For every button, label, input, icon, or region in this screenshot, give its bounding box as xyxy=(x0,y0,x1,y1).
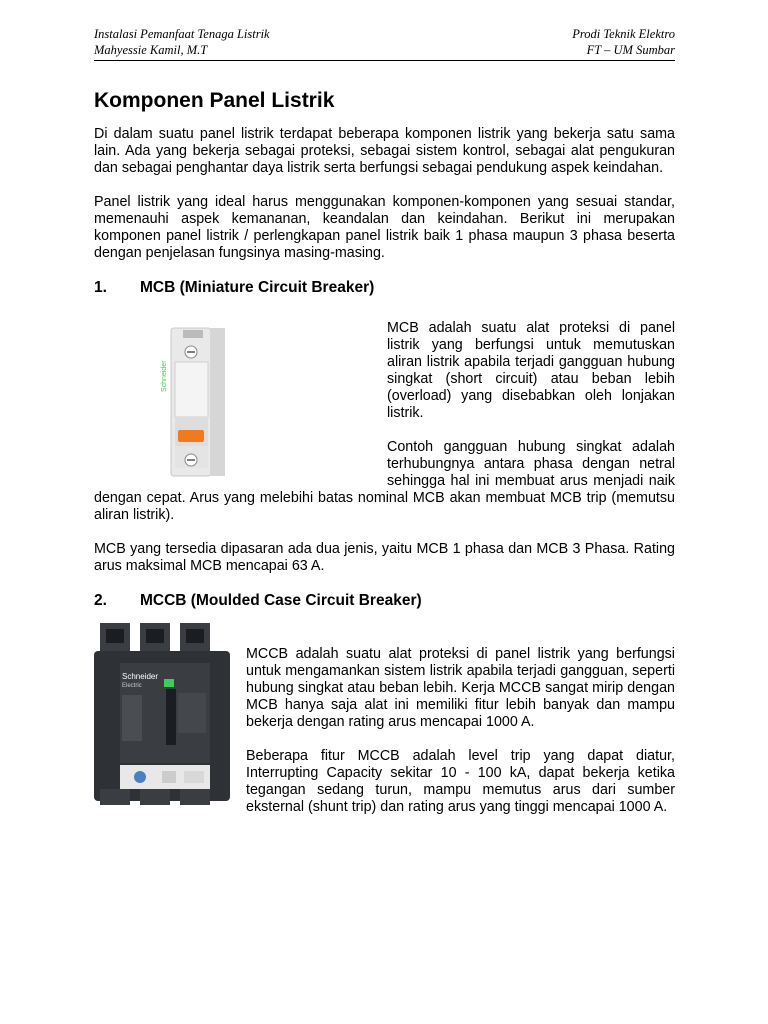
header-dept: Prodi Teknik Elektro xyxy=(572,27,675,41)
header-author: Mahyessie Kamil, M.T xyxy=(94,43,208,57)
section-title: MCCB (Moulded Case Circuit Breaker) xyxy=(140,592,422,609)
document-body xyxy=(94,88,675,816)
brand-logo: Schneider xyxy=(161,360,168,392)
header-course: Instalasi Pemanfaat Tenaga Listrik xyxy=(94,27,270,41)
mcb-paragraph-3: MCB yang tersedia dipasaran ada dua jenis, yaitu MCB 1 phasa dan MCB 3 Phasa. Rating arus maksimal MCB mencapai 63 A. xyxy=(94,541,675,574)
section-heading-mcb xyxy=(94,278,675,298)
brand-logo: Schneider xyxy=(122,672,159,681)
mccb-image xyxy=(92,621,238,807)
page-title: Komponen Panel Listrik xyxy=(94,89,335,112)
brand-sub: Electric xyxy=(122,683,142,689)
mcb-image xyxy=(161,320,311,480)
section-number: 1. xyxy=(94,279,107,296)
page-header xyxy=(94,26,675,61)
mccb-paragraph-2: Beberapa fitur MCCB adalah level trip yang dapat diatur, Interrupting Capacity sekitar 10 - 100 kA, dapat bekerja ketika tegangan sedang turun, mampu memutus arus dari sumber eksternal (shunt trip) dan rating arus yang tinggi mencapai 1000 A. xyxy=(246,748,675,815)
section-title: MCB (Miniature Circuit Breaker) xyxy=(140,279,375,296)
header-faculty: FT – UM Sumbar xyxy=(586,43,675,57)
mcb-paragraph-2: Contoh gangguan hubung singkat adalah terhubungnya antara phasa dengan netral sehingga hal ini membuat arus menjadi naik dengan cepat. Arus yang melebihi batas nominal MCB akan membuat MCB trip (memutsu aliran listrik). xyxy=(94,439,675,523)
mccb-paragraph-1: MCCB adalah suatu alat proteksi di panel listrik yang berfungsi untuk mengamankan sistem listrik apabila terjadi gangguan, seperti hubung singkat atau beban lebih. Kerja MCCB sangat mirip dengan MCB hanya saja alat ini memiliki fitur lebih banyak dan mampu bekerja dengan rating arus mencapai 1000 A. xyxy=(246,646,675,730)
intro-paragraph-1: Di dalam suatu panel listrik terdapat beberapa komponen listrik yang bekerja satu sama lain. Ada yang bekerja sebagai proteksi, sebagai sistem kontrol, sebagai alat pengukuran dan sebagai penghantar daya listrik serta berfungsi sebagai pendukung aspek keindahan. xyxy=(94,126,675,176)
intro-paragraph-2: Panel listrik yang ideal harus menggunakan komponen-komponen yang sesuai standar, memenauhi aspek kemananan, keandalan dan keindahan. Berikut ini merupakan komponen panel listrik / perlengkapan panel listrik baik 1 phasa maupun 3 phasa beserta dengan penjelasan fungsinya masing-masing. xyxy=(94,194,675,261)
section-heading-mccb xyxy=(94,591,675,611)
section-number: 2. xyxy=(94,592,107,609)
mcb-paragraph-1: MCB adalah suatu alat proteksi di panel listrik yang berfungsi untuk memutuskan aliran listrik apabila terjadi gangguan hubung singkat (short circuit) atau beban lebih (overload) yang disebabkan oleh lonjakan listrik. xyxy=(387,320,675,421)
